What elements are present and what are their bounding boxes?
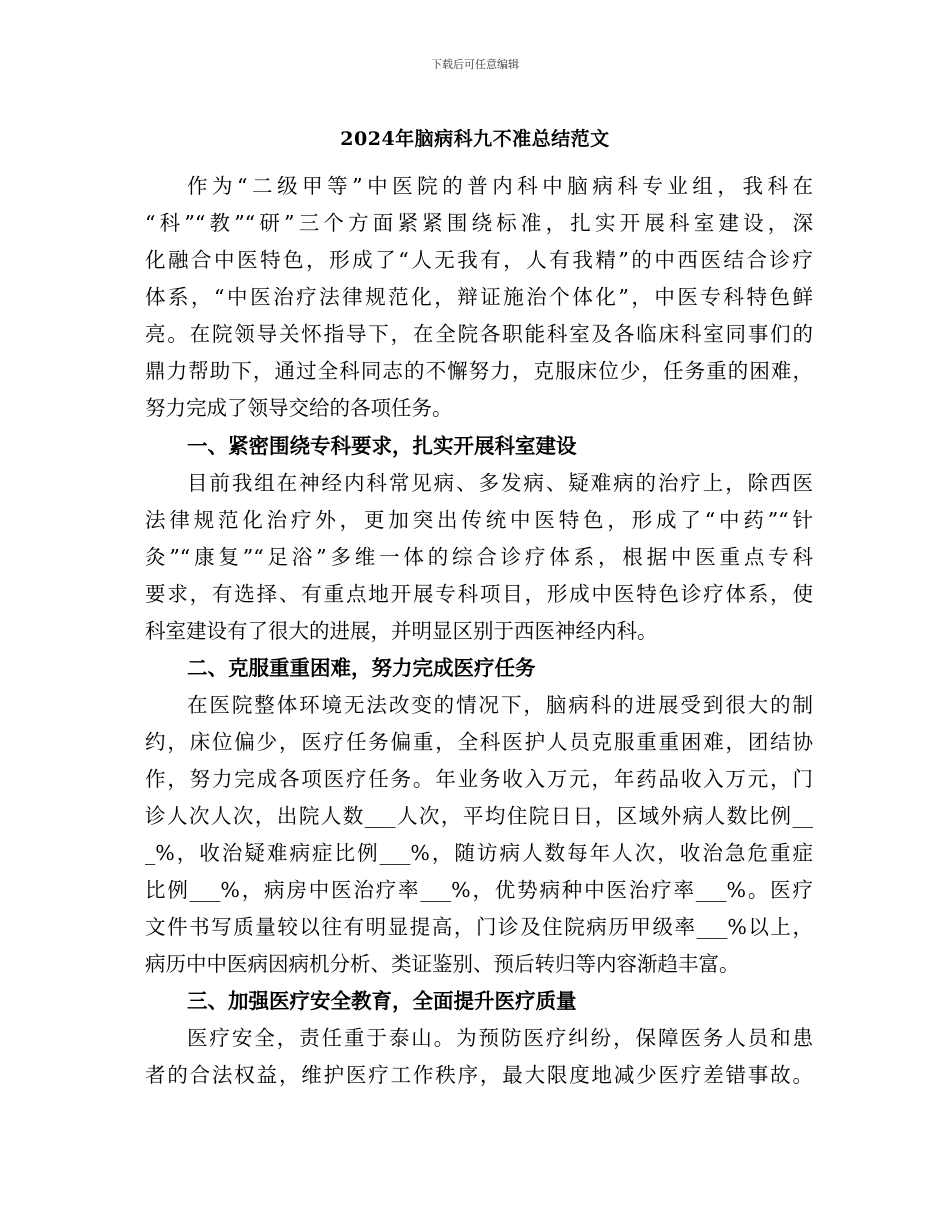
body-line: “科”“教”“研”三个方面紧紧围绕标准，扎实开展科室建设，深 bbox=[145, 211, 813, 235]
body-line: 努力完成了领导交给的各项任务。 bbox=[145, 396, 453, 420]
body-line: 作为“二级甲等”中医院的普内科中脑病科专业组，我科在 bbox=[187, 174, 813, 198]
body-line: 化融合中医特色，形成了“人无我有，人有我精”的中西医结合诊疗 bbox=[145, 248, 813, 272]
body-line: 诊人次人次，出院人数___人次，平均住院日日，区域外病人数比例__ bbox=[145, 804, 813, 828]
body-line: 医疗安全，责任重于泰山。为预防医疗纠纷，保障医务人员和患 bbox=[187, 1026, 813, 1050]
document-title: 2024年脑病科九不准总结范文 bbox=[340, 128, 610, 150]
body-line: 亮。在院领导关怀指导下，在全院各职能科室及各临床科室同事们的 bbox=[145, 322, 813, 346]
body-line: 在医院整体环境无法改变的情况下，脑病科的进展受到很大的制 bbox=[187, 693, 813, 717]
body-line: 者的合法权益，维护医疗工作秩序，最大限度地减少医疗差错事故。 bbox=[145, 1063, 813, 1087]
body-line: 科室建设有了很大的进展，并明显区别于西医神经内科。 bbox=[145, 619, 658, 643]
body-line: 法律规范化治疗外，更加突出传统中医特色，形成了“中药”“针 bbox=[145, 508, 813, 532]
body-line: 约，床位偏少，医疗任务偏重，全科医护人员克服重重困难，团结协 bbox=[145, 730, 813, 754]
body-line: 作，努力完成各项医疗任务。年业务收入万元，年药品收入万元，门 bbox=[145, 767, 813, 791]
page-header-note: 下载后可任意编辑 bbox=[431, 58, 519, 71]
body-line: 文件书写质量较以往有明显提高，门诊及住院病历甲级率___%以上， bbox=[145, 915, 813, 939]
section-heading-2: 二、克服重重困难，努力完成医疗任务 bbox=[187, 656, 536, 680]
body-line: 目前我组在神经内科常见病、多发病、疑难病的治疗上，除西医 bbox=[187, 471, 813, 495]
section-heading-1: 一、紧密围绕专科要求，扎实开展科室建设 bbox=[187, 434, 577, 458]
body-line: 体系，“中医治疗法律规范化，辩证施治个体化”，中医专科特色鲜 bbox=[145, 285, 813, 309]
body-line: 病历中中医病因病机分析、类证鉴别、预后转归等内容渐趋丰富。 bbox=[145, 952, 740, 976]
body-line: _%，收治疑难病症比例___%，随访病人数每年人次，收治急危重症 bbox=[145, 841, 813, 865]
section-heading-3: 三、加强医疗安全教育，全面提升医疗质量 bbox=[187, 989, 577, 1013]
body-line: 鼎力帮助下，通过全科同志的不懈努力，克服床位少，任务重的困难， bbox=[145, 359, 813, 383]
body-line: 灸”“康复”“足浴”多维一体的综合诊疗体系，根据中医重点专科 bbox=[145, 545, 813, 569]
body-line: 比例___%，病房中医治疗率___%，优势病种中医治疗率___%。医疗 bbox=[145, 878, 813, 902]
body-line: 要求，有选择、有重点地开展专科项目，形成中医特色诊疗体系，使 bbox=[145, 582, 813, 606]
